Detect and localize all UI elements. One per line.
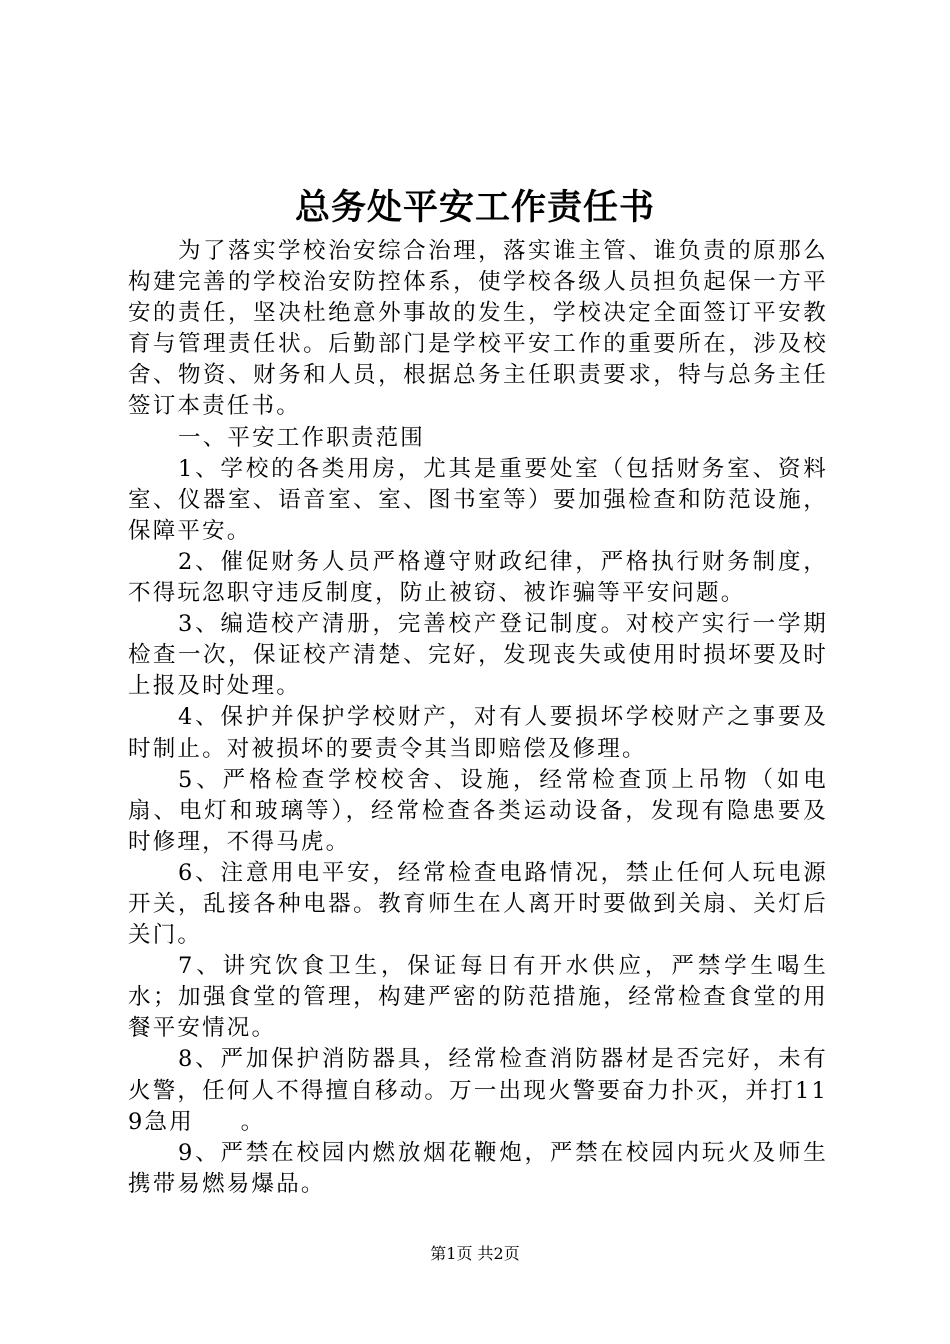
- section-heading: 一、平安工作职责范围: [178, 424, 426, 451]
- document-title: 总务处平安工作责任书: [294, 187, 655, 228]
- list-item: 3、编造校产清册，完善校产登记制度。对校产实行一学期检查一次，保证校产清楚、完好，发现丧失或使用时损坏要及时上报及时处理。: [128, 611, 828, 700]
- list-item: 6、注意用电平安，经常检查电路情况，禁止任何人玩电源开关，乱接各种电器。教育师生在人离开时要做到关扇、关灯后关门。: [128, 859, 828, 949]
- intro-paragraph: 为了落实学校治安综合治理，落实谁主管、谁负责的原那么构建完善的学校治安防控体系，使学校各级人员担负起保一方平安的责任，坚决杜绝意外事故的发生，学校决定全面签订平安教育与管理责任状。后勤部门是学校平安工作的重要所在，涉及校舍、物资、财务和人员，根据总务主任职责要求，特与总务主任签订本责任书。: [128, 238, 828, 420]
- list-item: 1、学校的各类用房，尤其是重要处室（包括财务室、资料室、仪器室、语音室、室、图书室等）要加强检查和防范设施，保障平安。: [128, 455, 828, 544]
- page-number: 第1页 共2页: [430, 1244, 520, 1263]
- document-body: [128, 236, 828, 1200]
- list-item: 8、严加保护消防器具，经常检查消防器材是否完好，未有火警，任何人不得擅自移动。万一出现火警要奋力扑灭，并打119急用 。: [128, 1046, 828, 1135]
- list-item: 5、严格检查学校校舍、设施，经常检查顶上吊物（如电扇、电灯和玻璃等），经常检查各类运动设备，发现有隐患要及时修理，不得马虎。: [128, 766, 828, 855]
- list-item: 2、催促财务人员严格遵守财政纪律，严格执行财务制度，不得玩忽职守违反制度，防止被窃、被诈骗等平安问题。: [128, 548, 828, 607]
- list-item: 7、讲究饮食卫生，保证每日有开水供应，严禁学生喝生水；加强食堂的管理，构建严密的防范措施，经常检查食堂的用餐平安情况。: [128, 953, 828, 1042]
- list-item: 9、严禁在校园内燃放烟花鞭炮，严禁在校园内玩火及师生携带易燃易爆品。: [128, 1139, 828, 1197]
- list-item: 4、保护并保护学校财产，对有人要损坏学校财产之事要及时制止。对被损坏的要责令其当即赔偿及修理。: [128, 704, 828, 762]
